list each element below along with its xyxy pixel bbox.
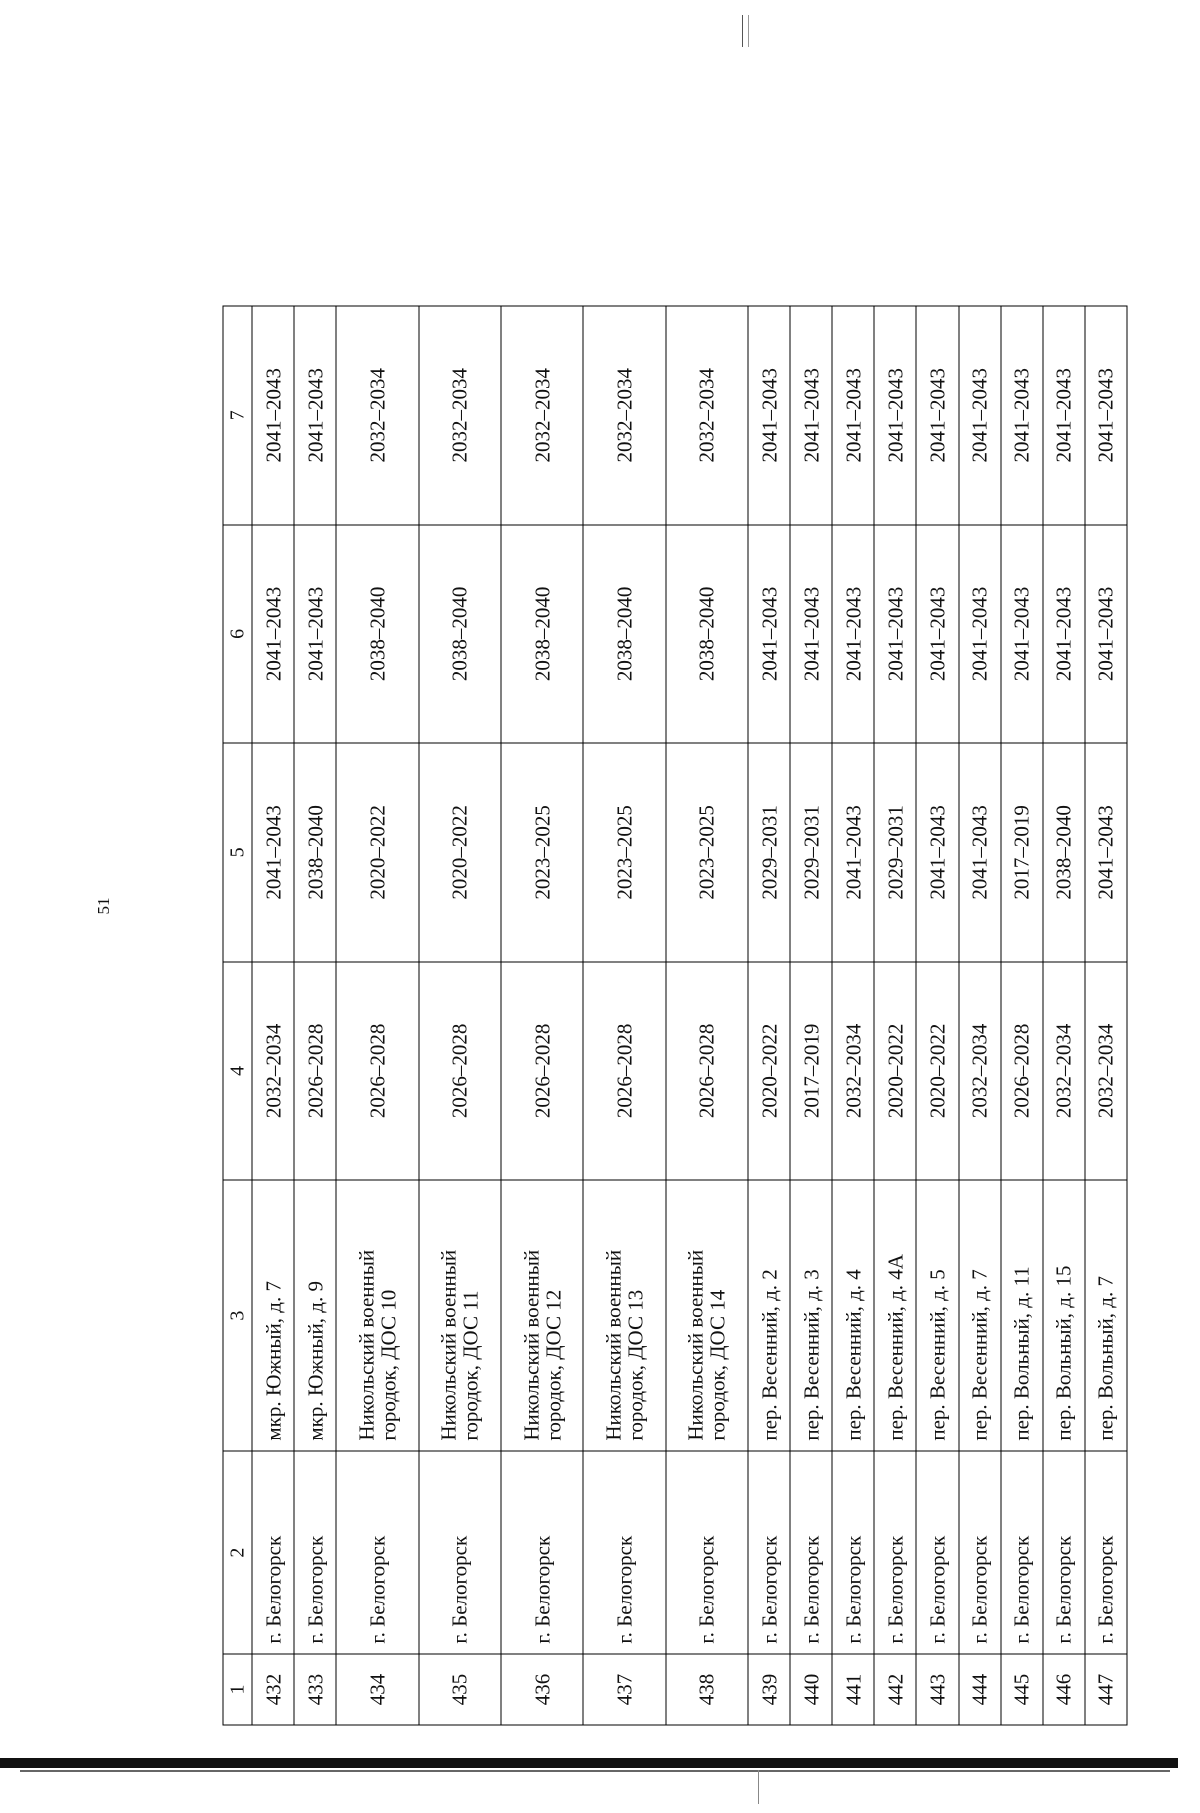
table-cell: 441 [832,1654,874,1725]
table-cell: 437 [583,1654,665,1725]
table-cell: 2032–2034 [501,306,583,525]
table-cell: г. Белогорск [832,1451,874,1654]
table-cell: 2041–2043 [252,743,294,962]
table-cell: пер. Весенний, д. 7 [959,1180,1001,1451]
table-row [1085,306,1127,1725]
table-cell: 443 [916,1654,958,1725]
table-cell: 2041–2043 [832,524,874,743]
table-cell: 2038–2040 [666,524,748,743]
table-cell: Никольский военный городок, ДОС 10 [336,1180,418,1451]
table-cell: 2020–2022 [419,743,501,962]
table-cell: 2026–2028 [501,961,583,1180]
table-cell: 2023–2025 [583,743,665,962]
table-cell: 2041–2043 [959,743,1001,962]
table-cell: 2041–2043 [1085,524,1127,743]
table-cell: 2026–2028 [1001,961,1043,1180]
table-cell: 2032–2034 [336,306,418,525]
table-cell: 2038–2040 [419,524,501,743]
table-cell: г. Белогорск [874,1451,916,1654]
table-cell: г. Белогорск [336,1451,418,1654]
table-body [223,306,1127,1725]
table-cell: 433 [294,1654,336,1725]
table-cell: г. Белогорск [294,1451,336,1654]
column-number-header: 7 [223,306,252,525]
table-cell: 2023–2025 [666,743,748,962]
table-cell: пер. Вольный, д. 11 [1001,1180,1043,1451]
scan-artifact-bar [0,1758,1178,1768]
table-cell: 436 [501,1654,583,1725]
table-row [959,306,1001,1725]
column-number-header: 3 [223,1180,252,1451]
table-row [874,306,916,1725]
table-row [748,306,790,1725]
table-cell: 2041–2043 [959,306,1001,525]
column-number-header: 4 [223,961,252,1180]
table-row [583,306,665,1725]
table-cell: 2041–2043 [832,743,874,962]
table-cell: 2041–2043 [1085,743,1127,962]
table-row [1001,306,1043,1725]
table-cell: 2032–2034 [252,961,294,1180]
table-cell: 2041–2043 [252,306,294,525]
table-cell: 2023–2025 [501,743,583,962]
table-cell: 2041–2043 [916,524,958,743]
table-cell: 432 [252,1654,294,1725]
table-row [832,306,874,1725]
table-row [419,306,501,1725]
table-row [790,306,832,1725]
table-cell: 2041–2043 [1085,306,1127,525]
table-cell: г. Белогорск [1085,1451,1127,1654]
table-cell: 2029–2031 [748,743,790,962]
table-cell: Никольский военный городок, ДОС 12 [501,1180,583,1451]
table-cell: 2020–2022 [916,961,958,1180]
table-row [336,306,418,1725]
page-number: 51 [94,897,113,915]
table-cell: 446 [1043,1654,1085,1725]
table-cell: пер. Вольный, д. 7 [1085,1180,1127,1451]
table-cell: пер. Весенний, д. 5 [916,1180,958,1451]
table-cell: 2041–2043 [748,306,790,525]
table-cell: 2041–2043 [790,524,832,743]
table-row [916,306,958,1725]
table-cell: Никольский военный городок, ДОС 13 [583,1180,665,1451]
table-cell: 2032–2034 [959,961,1001,1180]
table-cell: 2041–2043 [1043,306,1085,525]
table-cell: 2038–2040 [501,524,583,743]
table-cell: 2041–2043 [832,306,874,525]
table-row [294,306,336,1725]
table-cell: 2041–2043 [252,524,294,743]
table-cell: 444 [959,1654,1001,1725]
table-cell: г. Белогорск [1001,1451,1043,1654]
table-cell: Никольский военный городок, ДОС 11 [419,1180,501,1451]
scan-artifact-top [742,15,749,47]
table-cell: 2026–2028 [666,961,748,1180]
table-cell: 2017–2019 [790,961,832,1180]
table-cell: 2041–2043 [916,743,958,962]
table-cell: 2038–2040 [583,524,665,743]
table-header-row [223,306,252,1725]
table-cell: г. Белогорск [790,1451,832,1654]
column-number-header: 5 [223,743,252,962]
table-cell: 2026–2028 [336,961,418,1180]
table-cell: г. Белогорск [501,1451,583,1654]
table-row [252,306,294,1725]
table-cell: 2029–2031 [790,743,832,962]
table-cell: г. Белогорск [419,1451,501,1654]
table-cell: 447 [1085,1654,1127,1725]
table-cell: пер. Вольный, д. 15 [1043,1180,1085,1451]
table-cell: 445 [1001,1654,1043,1725]
table-cell: 2041–2043 [748,524,790,743]
table-cell: г. Белогорск [1043,1451,1085,1654]
table-cell: пер. Весенний, д. 4А [874,1180,916,1451]
scan-artifact-bar-thin [20,1770,1170,1772]
table-cell: пер. Весенний, д. 3 [790,1180,832,1451]
column-number-header: 1 [223,1654,252,1725]
table-row [666,306,748,1725]
table-cell: 2032–2034 [419,306,501,525]
table-cell: г. Белогорск [748,1451,790,1654]
table-cell: 2038–2040 [336,524,418,743]
table-cell: 2041–2043 [294,306,336,525]
table-cell: 2041–2043 [1001,524,1043,743]
table-cell: 2029–2031 [874,743,916,962]
table-cell: 2041–2043 [294,524,336,743]
table-cell: 2032–2034 [666,306,748,525]
table-cell: 2032–2034 [583,306,665,525]
table-cell: 2020–2022 [336,743,418,962]
table-cell: г. Белогорск [666,1451,748,1654]
table-cell: 2041–2043 [874,524,916,743]
table-cell: г. Белогорск [252,1451,294,1654]
table-cell: 440 [790,1654,832,1725]
table-row [501,306,583,1725]
table-cell: мкр. Южный, д. 9 [294,1180,336,1451]
table-cell: Никольский военный городок, ДОС 14 [666,1180,748,1451]
table-cell: 2017–2019 [1001,743,1043,962]
table-cell: 2041–2043 [1001,306,1043,525]
table-cell: 2032–2034 [832,961,874,1180]
table-cell: 2026–2028 [583,961,665,1180]
table-cell: 2038–2040 [294,743,336,962]
column-number-header: 2 [223,1451,252,1654]
table-cell: 2041–2043 [916,306,958,525]
table-cell: 438 [666,1654,748,1725]
table-cell: пер. Весенний, д. 4 [832,1180,874,1451]
table-cell: 2041–2043 [874,306,916,525]
table-cell: 2032–2034 [1085,961,1127,1180]
table-cell: 442 [874,1654,916,1725]
table-cell: пер. Весенний, д. 2 [748,1180,790,1451]
table-cell: 2020–2022 [874,961,916,1180]
table-cell: 2032–2034 [1043,961,1085,1180]
table-cell: мкр. Южный, д. 7 [252,1180,294,1451]
table-cell: 2041–2043 [790,306,832,525]
table-cell: г. Белогорск [916,1451,958,1654]
table-cell: 2038–2040 [1043,743,1085,962]
column-number-header: 6 [223,524,252,743]
table-cell: г. Белогорск [583,1451,665,1654]
table-cell: 434 [336,1654,418,1725]
table-cell: 2026–2028 [294,961,336,1180]
table-container [223,305,1128,1725]
table-cell: г. Белогорск [959,1451,1001,1654]
table-cell: 2020–2022 [748,961,790,1180]
table-cell: 439 [748,1654,790,1725]
schedule-table [223,305,1128,1725]
table-cell: 2026–2028 [419,961,501,1180]
table-cell: 2041–2043 [959,524,1001,743]
table-cell: 2041–2043 [1043,524,1085,743]
table-row [1043,306,1085,1725]
table-cell: 435 [419,1654,501,1725]
scan-artifact-bottom [758,1770,763,1804]
